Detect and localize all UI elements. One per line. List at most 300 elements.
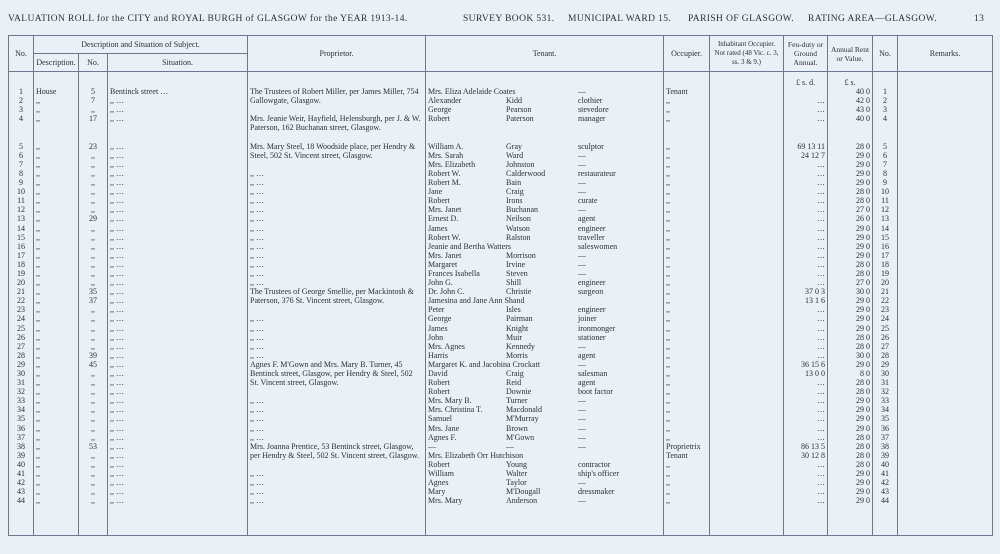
table-row	[9, 451, 993, 460]
row-situation	[108, 123, 248, 132]
row-proprietor: ,, …	[248, 469, 426, 478]
row-number-right: 18	[873, 260, 898, 269]
tenant-surname: Buchanan	[506, 205, 539, 215]
tenant-first: Mrs. Elizabeth	[428, 159, 476, 169]
survey-book: SURVEY BOOK 531.	[463, 14, 555, 24]
row-occupier: ,,	[664, 314, 710, 323]
row-occupier	[664, 123, 710, 132]
row-house-number: 7	[79, 96, 108, 105]
row-remarks	[898, 260, 993, 269]
row-number: 28	[9, 351, 34, 360]
row-house-number: 39	[79, 351, 108, 360]
row-number: 36	[9, 424, 34, 433]
row-number-right: 6	[873, 151, 898, 160]
row-inhabitant	[710, 333, 784, 342]
row-remarks	[898, 314, 993, 323]
table-row	[9, 114, 993, 123]
row-rent: 29 0	[828, 405, 873, 414]
row-occupier: ,,	[664, 460, 710, 469]
row-number: 9	[9, 178, 34, 187]
row-inhabitant	[710, 451, 784, 460]
row-rent: 28 0	[828, 433, 873, 442]
row-house-number: ,,	[79, 187, 108, 196]
row-proprietor: ,, …	[248, 396, 426, 405]
row-feu-duty: …	[784, 224, 828, 233]
row-house-number: 17	[79, 114, 108, 123]
row-rent: 28 0	[828, 333, 873, 342]
row-situation: Bentinck street …	[108, 87, 248, 96]
row-inhabitant	[710, 387, 784, 396]
table-row	[9, 369, 993, 378]
row-inhabitant	[710, 187, 784, 196]
col-inhabitant-occupier: Inhabitant Occupier. Not rated (48 Vic. c. 3, ss. 3 & 9.)	[710, 36, 784, 72]
tenant-first: Robert	[428, 387, 450, 397]
row-feu-duty: …	[784, 160, 828, 169]
row-situation: ,, …	[108, 387, 248, 396]
row-feu-duty: …	[784, 487, 828, 496]
row-tenant	[426, 469, 664, 478]
row-situation: ,, …	[108, 160, 248, 169]
tenant-occupation: sculptor	[578, 141, 604, 151]
row-description: ,,	[34, 214, 79, 223]
row-number: 38	[9, 442, 34, 451]
table-row	[9, 178, 993, 187]
row-rent: 29 0	[828, 324, 873, 333]
row-feu-duty	[784, 133, 828, 142]
row-proprietor: ,, …	[248, 487, 426, 496]
row-number: 25	[9, 324, 34, 333]
row-situation: ,, …	[108, 496, 248, 505]
row-number: 2	[9, 96, 34, 105]
table-row	[9, 324, 993, 333]
row-number: 42	[9, 478, 34, 487]
row-remarks	[898, 269, 993, 278]
row-feu-duty: …	[784, 187, 828, 196]
row-number-right: 22	[873, 296, 898, 305]
row-rent: 29 0	[828, 396, 873, 405]
row-inhabitant	[710, 105, 784, 114]
row-house-number: 53	[79, 442, 108, 451]
row-inhabitant	[710, 251, 784, 260]
row-feu-duty: …	[784, 405, 828, 414]
row-number-right: 27	[873, 342, 898, 351]
row-occupier: ,,	[664, 278, 710, 287]
row-rent: 27 0	[828, 278, 873, 287]
row-occupier: ,,	[664, 378, 710, 387]
row-rent: 28 0	[828, 460, 873, 469]
row-inhabitant	[710, 287, 784, 296]
tenant-occupation: dressmaker	[578, 487, 615, 497]
row-feu-duty: …	[784, 333, 828, 342]
row-remarks	[898, 242, 993, 251]
row-house-number: ,,	[79, 369, 108, 378]
row-situation: ,, …	[108, 214, 248, 223]
row-situation: ,, …	[108, 460, 248, 469]
row-number-right: 7	[873, 160, 898, 169]
row-description: ,,	[34, 351, 79, 360]
row-occupier: ,,	[664, 142, 710, 151]
row-description: ,,	[34, 296, 79, 305]
row-house-number: ,,	[79, 278, 108, 287]
row-inhabitant	[710, 314, 784, 323]
tenant-surname: Isles	[506, 305, 521, 315]
row-inhabitant	[710, 342, 784, 351]
row-occupier: ,,	[664, 351, 710, 360]
row-number: 14	[9, 224, 34, 233]
table-row	[9, 360, 993, 369]
row-description: ,,	[34, 424, 79, 433]
row-rent: 28 0	[828, 269, 873, 278]
row-description: ,,	[34, 251, 79, 260]
tenant-surname: Morris	[506, 350, 528, 360]
row-situation: ,, …	[108, 269, 248, 278]
row-remarks	[898, 296, 993, 305]
row-occupier: ,,	[664, 487, 710, 496]
row-feu-duty: …	[784, 196, 828, 205]
row-situation: ,, …	[108, 287, 248, 296]
col-proprietor: Proprietor.	[248, 36, 426, 72]
row-tenant	[426, 214, 664, 223]
row-situation	[108, 133, 248, 142]
row-feu-duty: …	[784, 314, 828, 323]
row-rent: 29 0	[828, 314, 873, 323]
row-tenant	[426, 242, 664, 251]
row-tenant	[426, 187, 664, 196]
row-occupier: ,,	[664, 478, 710, 487]
row-house-number: 29	[79, 214, 108, 223]
row-feu-duty: …	[784, 260, 828, 269]
valuation-table	[8, 35, 993, 536]
row-proprietor	[248, 87, 426, 106]
row-inhabitant	[710, 378, 784, 387]
tenant-surname: Muir	[506, 332, 523, 342]
row-situation: ,, …	[108, 351, 248, 360]
row-house-number: ,,	[79, 396, 108, 405]
tenant-occupation: boot factor	[578, 387, 613, 397]
row-description: ,,	[34, 160, 79, 169]
row-rent: 40 0	[828, 114, 873, 123]
row-number-right: 5	[873, 142, 898, 151]
row-inhabitant	[710, 324, 784, 333]
row-feu-duty: …	[784, 169, 828, 178]
row-description: ,,	[34, 96, 79, 105]
row-description: ,,	[34, 233, 79, 242]
row-remarks	[898, 469, 993, 478]
row-description: ,,	[34, 169, 79, 178]
table-row	[9, 478, 993, 487]
row-situation: ,, …	[108, 233, 248, 242]
table-row	[9, 487, 993, 496]
row-house-number: 37	[79, 296, 108, 305]
row-rent: 27 0	[828, 205, 873, 214]
row-feu-duty: …	[784, 251, 828, 260]
row-number: 34	[9, 405, 34, 414]
row-rent: 28 0	[828, 387, 873, 396]
row-inhabitant	[710, 160, 784, 169]
row-occupier: ,,	[664, 324, 710, 333]
row-number-right: 8	[873, 169, 898, 178]
row-tenant	[426, 424, 664, 433]
row-number-right: 30	[873, 369, 898, 378]
row-occupier: ,,	[664, 342, 710, 351]
row-situation: ,, …	[108, 151, 248, 160]
row-number: 40	[9, 460, 34, 469]
row-house-number: ,,	[79, 260, 108, 269]
row-remarks	[898, 442, 993, 451]
tenant-occupation: engineer	[578, 223, 606, 233]
roll-title: VALUATION ROLL for the CITY and ROYAL BURGH of GLASGOW for the YEAR 1913-14.	[8, 14, 408, 24]
parish: PARISH OF GLASGOW.	[688, 14, 795, 24]
proprietor-text: The Trustees of Robert Miller, per James Miller, 754 Gallowgate, Glasgow.	[250, 87, 422, 105]
row-remarks	[898, 305, 993, 314]
row-proprietor: ,, …	[248, 242, 426, 251]
row-inhabitant	[710, 123, 784, 132]
row-house-number: 35	[79, 287, 108, 296]
tenant-occupation: —	[578, 341, 587, 351]
row-rent: 30 0	[828, 287, 873, 296]
row-feu-duty: …	[784, 269, 828, 278]
row-feu-duty: …	[784, 214, 828, 223]
row-situation: ,, …	[108, 178, 248, 187]
row-remarks	[898, 96, 993, 105]
row-inhabitant	[710, 178, 784, 187]
table-row	[9, 342, 993, 351]
row-proprietor: ,, …	[248, 496, 426, 505]
row-feu-duty: 69 13 11	[784, 142, 828, 151]
row-number-right: 40	[873, 460, 898, 469]
tenant-first: Dr. John C.	[428, 287, 465, 297]
tenant-first: Mrs. Elizabeth Orr Hutchison	[428, 450, 524, 460]
row-description: ,,	[34, 114, 79, 123]
row-number: 24	[9, 314, 34, 323]
tenant-occupation: —	[578, 268, 587, 278]
row-rent	[828, 123, 873, 132]
row-situation: ,, …	[108, 414, 248, 423]
tenant-surname: Calderwood	[506, 168, 546, 178]
table-row	[9, 169, 993, 178]
row-situation: ,, …	[108, 114, 248, 123]
tenant-surname: Pairman	[506, 314, 533, 324]
row-feu-duty: 30 12 8	[784, 451, 828, 460]
row-inhabitant	[710, 224, 784, 233]
table-row	[9, 442, 993, 451]
tenant-occupation: stevedore	[578, 105, 609, 115]
row-rent: 28 0	[828, 142, 873, 151]
municipal-ward: MUNICIPAL WARD 15.	[568, 14, 672, 24]
row-rent: 43 0	[828, 105, 873, 114]
row-number-right: 28	[873, 351, 898, 360]
tenant-surname: Young	[506, 459, 527, 469]
tenant-occupation: clothier	[578, 96, 603, 106]
tenant-surname: Paterson	[506, 114, 534, 124]
row-inhabitant	[710, 351, 784, 360]
row-occupier: ,,	[664, 224, 710, 233]
row-proprietor: ,, …	[248, 260, 426, 269]
row-feu-duty: 13 0 0	[784, 369, 828, 378]
row-tenant	[426, 442, 664, 451]
tenant-surname: Pearson	[506, 105, 532, 115]
col-no-right: No.	[873, 36, 898, 72]
table-row	[9, 287, 993, 296]
row-rent: 29 0	[828, 424, 873, 433]
row-number: 31	[9, 378, 34, 387]
row-house-number: ,,	[79, 151, 108, 160]
row-number: 3	[9, 105, 34, 114]
tenant-surname: Turner	[506, 396, 528, 406]
row-house-number: 23	[79, 142, 108, 151]
row-house-number: ,,	[79, 469, 108, 478]
tenant-surname: Steven	[506, 268, 528, 278]
rating-area: RATING AREA—GLASGOW.	[808, 14, 938, 24]
row-description: ,,	[34, 496, 79, 505]
row-number: 18	[9, 260, 34, 269]
row-description: ,,	[34, 305, 79, 314]
tenant-surname: Johnston	[506, 159, 535, 169]
row-number-right: 21	[873, 287, 898, 296]
row-number: 43	[9, 487, 34, 496]
row-number: 26	[9, 333, 34, 342]
row-tenant	[426, 142, 664, 151]
tenant-surname: Shill	[506, 278, 522, 288]
row-tenant	[426, 351, 664, 360]
table-row	[9, 214, 993, 223]
col-tenant: Tenant.	[426, 36, 664, 72]
tenant-first: Mrs. Janet	[428, 205, 462, 215]
row-tenant	[426, 342, 664, 351]
table-row	[9, 296, 993, 305]
row-house-number: ,,	[79, 433, 108, 442]
row-remarks	[898, 114, 993, 123]
table-row	[9, 196, 993, 205]
row-situation: ,, …	[108, 342, 248, 351]
row-situation: ,, …	[108, 451, 248, 460]
row-occupier: ,,	[664, 205, 710, 214]
proprietor-text: Mrs. Joanna Prentice, 53 Bentinck street, Glasgow, per Hendry & Steel, 502 St. Vincent street, Glasgow.	[250, 442, 422, 460]
row-description: ,,	[34, 324, 79, 333]
row-tenant	[426, 133, 664, 142]
row-inhabitant	[710, 305, 784, 314]
tenant-occupation: —	[578, 432, 587, 442]
row-description: ,,	[34, 405, 79, 414]
tenant-first: David	[428, 369, 448, 378]
row-number: 10	[9, 187, 34, 196]
row-house-number: ,,	[79, 224, 108, 233]
row-house-number: ,,	[79, 342, 108, 351]
row-inhabitant	[710, 151, 784, 160]
row-feu-duty: …	[784, 469, 828, 478]
row-proprietor: ,, …	[248, 278, 426, 287]
tenant-first: Mrs. Mary B.	[428, 396, 472, 406]
row-number: 39	[9, 451, 34, 460]
tenant-occupation: manager	[578, 114, 606, 124]
tenant-first: Mrs. Sarah	[428, 150, 464, 160]
row-number-right: 41	[873, 469, 898, 478]
row-description: ,,	[34, 105, 79, 114]
row-occupier: ,,	[664, 105, 710, 114]
tenant-first: George	[428, 105, 452, 115]
row-tenant	[426, 324, 664, 333]
row-feu-duty: …	[784, 478, 828, 487]
row-tenant	[426, 160, 664, 169]
page-number: 13	[974, 14, 985, 24]
row-remarks	[898, 369, 993, 378]
tenant-occupation: curate	[578, 196, 598, 206]
table-row	[9, 414, 993, 423]
row-tenant	[426, 414, 664, 423]
row-occupier: ,,	[664, 169, 710, 178]
row-description: ,,	[34, 469, 79, 478]
row-inhabitant	[710, 360, 784, 369]
tenant-surname: Taylor	[506, 478, 527, 488]
row-remarks	[898, 378, 993, 387]
row-tenant	[426, 405, 664, 414]
row-description: ,,	[34, 360, 79, 369]
row-number: 29	[9, 360, 34, 369]
tenant-surname: Ralston	[506, 232, 531, 242]
tenant-first: William	[428, 469, 454, 479]
tenant-first: Robert M.	[428, 178, 461, 188]
row-occupier: ,,	[664, 396, 710, 405]
blank-space-row	[9, 505, 993, 536]
table-row	[9, 123, 993, 132]
row-description	[34, 133, 79, 142]
tenant-occupation: agent	[578, 378, 596, 388]
row-house-number: ,,	[79, 478, 108, 487]
row-situation: ,, …	[108, 469, 248, 478]
tenant-occupation: —	[578, 205, 587, 215]
row-occupier: ,,	[664, 469, 710, 478]
col-feu-duty: Feu-duty or Ground Annual.	[784, 36, 828, 72]
tenant-surname: Christie	[506, 287, 532, 297]
tenant-first: Mrs. Janet	[428, 250, 462, 260]
row-remarks	[898, 351, 993, 360]
row-inhabitant	[710, 433, 784, 442]
tenant-occupation: agent	[578, 214, 596, 224]
tenant-occupation: —	[578, 159, 587, 169]
row-number: 20	[9, 278, 34, 287]
row-occupier: ,,	[664, 187, 710, 196]
row-rent: 29 0	[828, 496, 873, 505]
tenant-occupation: stationer	[578, 332, 606, 342]
tenant-occupation: —	[578, 496, 587, 506]
tenant-first: Frances Isabella	[428, 268, 480, 278]
row-tenant	[426, 96, 664, 105]
row-proprietor	[248, 305, 426, 314]
row-proprietor: ,, …	[248, 424, 426, 433]
row-house-number: ,,	[79, 451, 108, 460]
row-number-right: 17	[873, 251, 898, 260]
row-proprietor: ,, …	[248, 187, 426, 196]
row-remarks	[898, 178, 993, 187]
row-tenant	[426, 87, 664, 96]
row-inhabitant	[710, 196, 784, 205]
table-row	[9, 96, 993, 105]
table-row	[9, 260, 993, 269]
row-description	[34, 123, 79, 132]
row-situation: ,, …	[108, 260, 248, 269]
row-description: ,,	[34, 260, 79, 269]
row-house-number: ,,	[79, 496, 108, 505]
row-tenant	[426, 278, 664, 287]
row-proprietor	[248, 387, 426, 396]
row-number-right: 13	[873, 214, 898, 223]
row-situation: ,, …	[108, 324, 248, 333]
tenant-first: Alexander	[428, 96, 462, 106]
row-rent: 28 0	[828, 260, 873, 269]
tenant-first: John G.	[428, 278, 453, 288]
row-number-right: 37	[873, 433, 898, 442]
row-rent: 29 0	[828, 296, 873, 305]
